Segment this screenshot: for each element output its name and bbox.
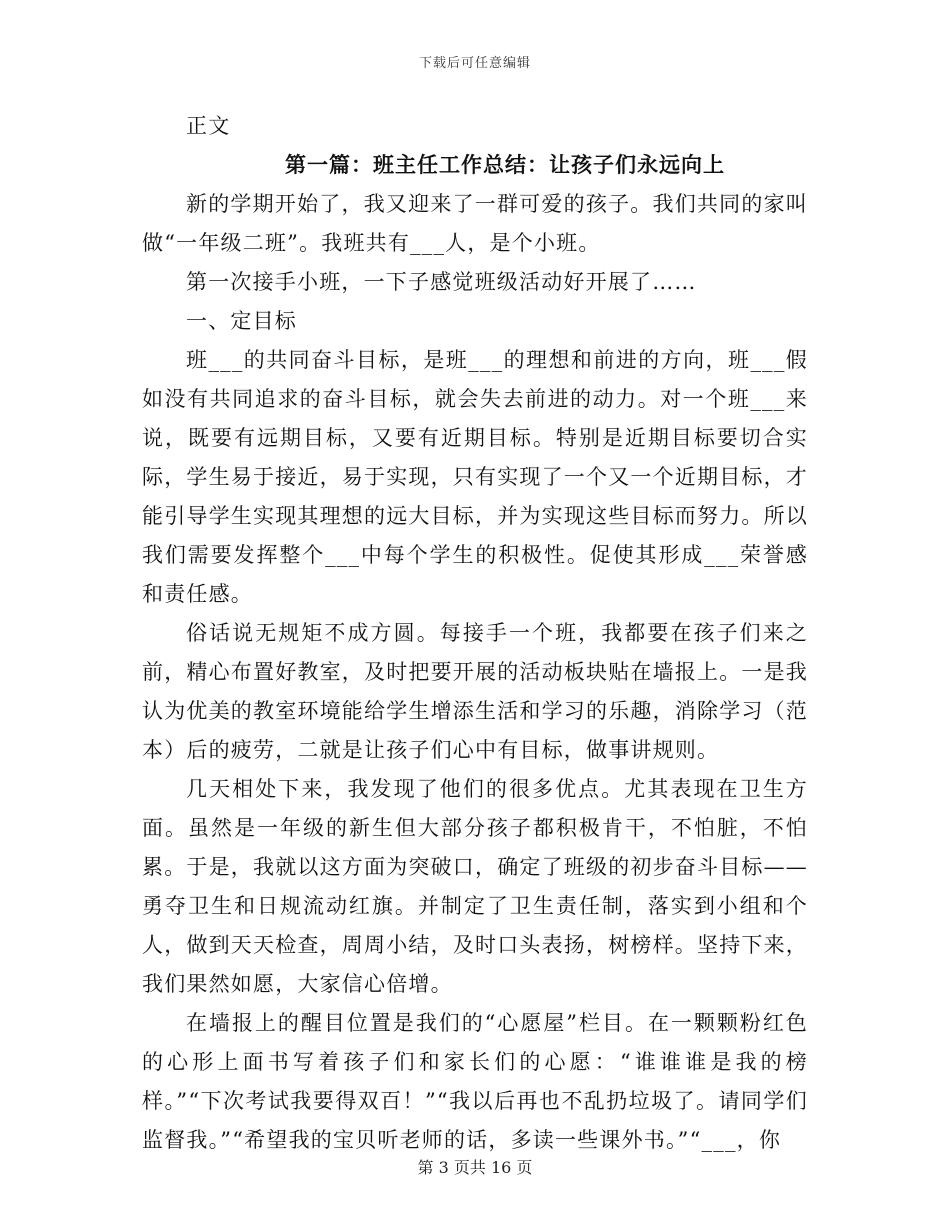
paragraph: 俗话说无规矩不成方圆。每接手一个班，我都要在孩子们来之前，精心布置好教室，及时把要开展的活动板块贴在墙报上。一是我认为优美的教室环境能给学生增添生活和学习的乐趣，消除学习（范本）后的疲劳，二就是让孩子们心中有目标，做事讲规则。 bbox=[142, 621, 808, 762]
document-body bbox=[142, 107, 808, 1160]
section-heading: 一、定目标 bbox=[186, 309, 297, 333]
paragraph: 在墙报上的醒目位置是我们的“心愿屋”栏目。在一颗颗粉红色的心形上面书写着孩子们和家长们的心愿：“谁谁谁是我的榜样。”“下次考试我要得双百！”“我以后再也不乱扔垃圾了。请同学们监督我。”“希望我的宝贝听老师的话，多读一些课外书。”“___，你 bbox=[142, 1011, 808, 1152]
paragraph: 班___的共同奋斗目标，是班___的理想和前进的方向，班___假如没有共同追求的奋斗目标，就会失去前进的动力。对一个班___来说，既要有远期目标，又要有近期目标。特别是近期目标要切合实际，学生易于接近，易于实现，只有实现了一个又一个近期目标，才能引导学生实现其理想的远大目标，并为实现这些目标而努力。所以我们需要发挥整个___中每个学生的积极性。促使其形成___荣誉感和责任感。 bbox=[142, 348, 808, 606]
page-number: 第 3 页共 16 页 bbox=[417, 1158, 533, 1177]
paragraph: 第一次接手小班，一下子感觉班级活动好开展了…… bbox=[186, 270, 697, 294]
paragraph: 新的学期开始了，我又迎来了一群可爱的孩子。我们共同的家叫做“一年级二班”。我班共有___人，是个小班。 bbox=[142, 192, 808, 255]
page-header-note: 下载后可任意编辑 bbox=[418, 56, 531, 71]
paragraph: 几天相处下来，我发现了他们的很多优点。尤其表现在卫生方面。虽然是一年级的新生但大部分孩子都积极肯干，不怕脏，不怕累。于是，我就以这方面为突破口，确定了班级的初步奋斗目标——勇夺卫生和日规流动红旗。并制定了卫生责任制，落实到小组和个人，做到天天检查，周周小结，及时口头表扬，树榜样。坚持下来，我们果然如愿，大家信心倍增。 bbox=[142, 777, 808, 996]
document-title: 第一篇：班主任工作总结：让孩子们永远向上 bbox=[285, 153, 725, 177]
section-label: 正文 bbox=[186, 114, 231, 138]
